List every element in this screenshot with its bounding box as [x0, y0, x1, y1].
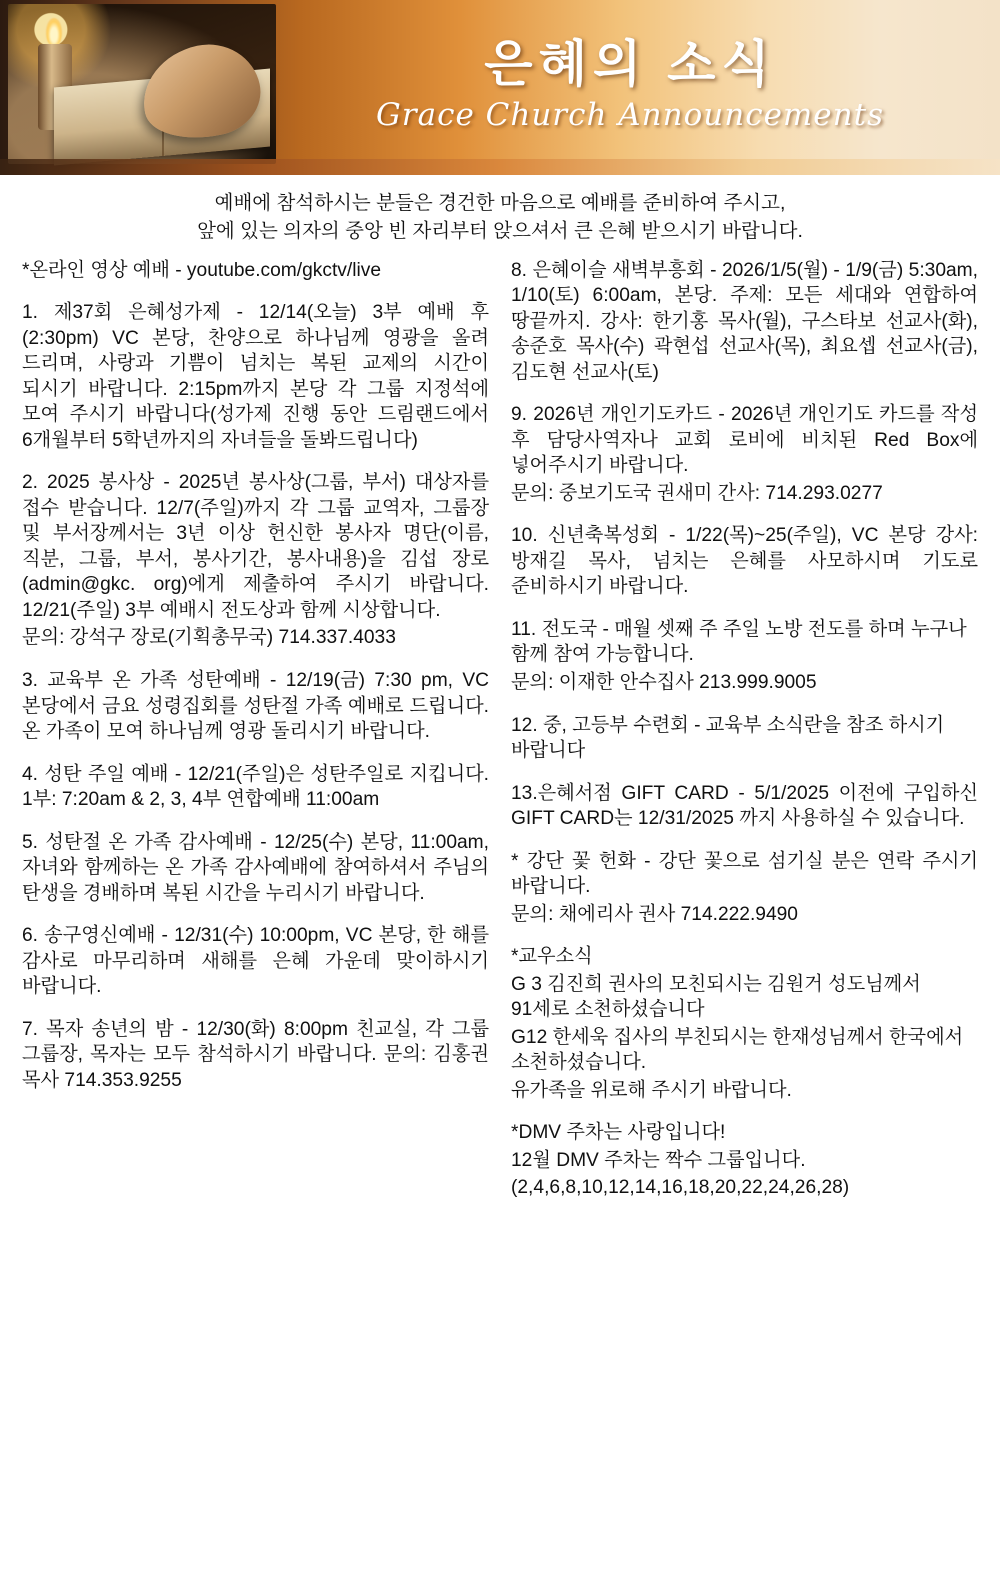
announcement-item-10: 10. 신년축복성회 - 1/22(목)~25(주일), VC 본당 강사: 방재길 목사, 넘치는 은혜를 사모하시며 기도로 준비하시기 바랍니다. [511, 525, 978, 598]
intro-notice [60, 189, 940, 246]
candle-flame-icon [46, 18, 62, 46]
banner-divider [0, 159, 1000, 175]
announcement-item-2: 2. 2025 봉사상 - 2025년 봉사상(그룹, 부서) 대상자를 접수 받습니다. 12/7(주일)까지 각 그룹 교역자, 그룹장 및 부서장께서는 3년 이상 헌신한 봉사자 명단(이름, 직분, 그룹, 부서, 봉사기간, 봉사내용)을 김섭 장로(admin@gkc. org)에게 제출하여 주시기 바랍니다. 12/21(주일) 3부 예배시 전도상과 함께 시상합니다. [22, 472, 489, 621]
banner-titles [280, 38, 980, 133]
announcement-item-2-contact: 문의: 강석구 장로(기획총무국) 714.337.4033 [22, 627, 396, 649]
member-news-3: 유가족을 위로해 주시기 바랍니다. [511, 1079, 792, 1101]
member-news-heading: *교우소식 [511, 946, 593, 968]
dmv-parking-heading: *DMV 주차는 사랑입니다! [511, 1122, 726, 1144]
candle-bible-photo [8, 4, 276, 164]
announcement-online-worship: *온라인 영상 예배 - youtube.com/gkctv/live [22, 259, 382, 281]
announcement-item-3: 3. 교육부 온 가족 성탄예배 - 12/19(금) 7:30 pm, VC 본당에서 금요 성령집회를 성탄절 가족 예배로 드립니다. 온 가족이 모여 하나님께 영광 돌리시기 바랍니다. [22, 669, 489, 743]
announcement-item-7: 7. 목자 송년의 밤 - 12/30(화) 8:00pm 친교실, 각 그룹 그룹장, 목자는 모두 참석하시기 바랍니다. 문의: 김홍권 목사 714.353.9255 [22, 1018, 489, 1091]
member-news-1: G 3 김진희 권사의 모친되시는 김원거 성도님께서 91세로 소천하셨습니다 [511, 973, 921, 1021]
dmv-parking-month: 12월 DMV 주차는 짝수 그룹입니다. [511, 1149, 806, 1171]
intro-line-1: 예배에 참석하시는 분들은 경건한 마음으로 예배를 준비하여 주시고, [214, 192, 786, 214]
announcement-item-11: 11. 전도국 - 매월 셋째 주 주일 노방 전도를 하며 누구나 함께 참여 가능합니다. [511, 618, 967, 666]
announcement-item-6: 6. 송구영신예배 - 12/31(수) 10:00pm, VC 본당, 한 해를 감사로 마무리하며 새해를 은혜 가운데 맞이하시기 바랍니다. [22, 925, 489, 998]
right-column [511, 258, 978, 1218]
page-title-korean: 은혜의 소식 [484, 36, 776, 92]
announcement-item-4: 4. 성탄 주일 예배 - 12/21(주일)은 성탄주일로 지킵니다. 1부: 7:20am & 2, 3, 4부 연합예배 11:00am [22, 763, 489, 811]
header-banner [0, 0, 1000, 175]
announcement-pulpit-flowers-contact: 문의: 채에리사 권사 714.222.9490 [511, 903, 798, 925]
page-title-english: Grace Church Announcements [376, 96, 884, 133]
announcement-item-5: 5. 성탄절 온 가족 감사예배 - 12/25(수) 본당, 11:00am, 자녀와 함께하는 온 가족 감사예배에 참여하셔서 주님의 탄생을 경배하며 복된 시간을 누리시기 바랍니다. [22, 831, 489, 904]
member-news-2: G12 한세욱 집사의 부친되시는 한재성님께서 한국에서 소천하셨습니다. [511, 1026, 964, 1074]
announcement-item-9: 9. 2026년 개인기도카드 - 2026년 개인기도 카드를 작성 후 담당사역자나 교회 로비에 비치된 Red Box에 넣어주시기 바랍니다. [511, 404, 978, 477]
announcement-item-8: 8. 은혜이슬 새벽부흥회 - 2026/1/5(월) - 1/9(금) 5:30am, 1/10(토) 6:00am, 본당. 주제: 모든 세대와 연합하여 땅끝까지. 강사: 한기홍 목사(월), 구스타보 선교사(화), 송준호 목사(수) 곽현섭 선교사(목), 최요셉 선교사(금), 김도현 선교사(토) [511, 259, 978, 383]
dmv-parking-groups: (2,4,6,8,10,12,14,16,18,20,22,24,26,28) [511, 1177, 850, 1199]
left-column [22, 258, 489, 1218]
announcement-item-9-contact: 문의: 중보기도국 권새미 간사: 714.293.0277 [511, 482, 883, 504]
announcement-pulpit-flowers: * 강단 꽃 헌화 - 강단 꽃으로 섬기실 분은 연락 주시기 바랍니다. [511, 850, 978, 898]
announcements-body [0, 256, 1000, 1218]
intro-line-2: 앞에 있는 의자의 중앙 빈 자리부터 앉으셔서 큰 은혜 받으시기 바랍니다. [197, 220, 803, 243]
announcement-item-13: 13.은혜서점 GIFT CARD - 5/1/2025 이전에 구입하신 GIFT CARD는 12/31/2025 까지 사용하실 수 있습니다. [511, 782, 978, 830]
announcement-item-11-contact: 문의: 이재한 안수집사 213.999.9005 [511, 671, 817, 693]
announcement-item-12: 12. 중, 고등부 수련회 - 교육부 소식란을 참조 하시기 바랍니다 [511, 714, 945, 762]
announcement-item-1: 1. 제37회 은혜성가제 - 12/14(오늘) 3부 예배 후(2:30pm) VC 본당, 찬양으로 하나님께 영광을 올려 드리며, 사랑과 기쁨이 넘치는 복된 교제의 시간이 되시기 바랍니다. 2:15pm까지 본당 각 그룹 지정석에 모여 주시기 바랍니다(성가제 진행 동안 드림랜드에서 6개월부터 5학년까지의 자녀들을 돌봐드립니다) [22, 302, 489, 451]
